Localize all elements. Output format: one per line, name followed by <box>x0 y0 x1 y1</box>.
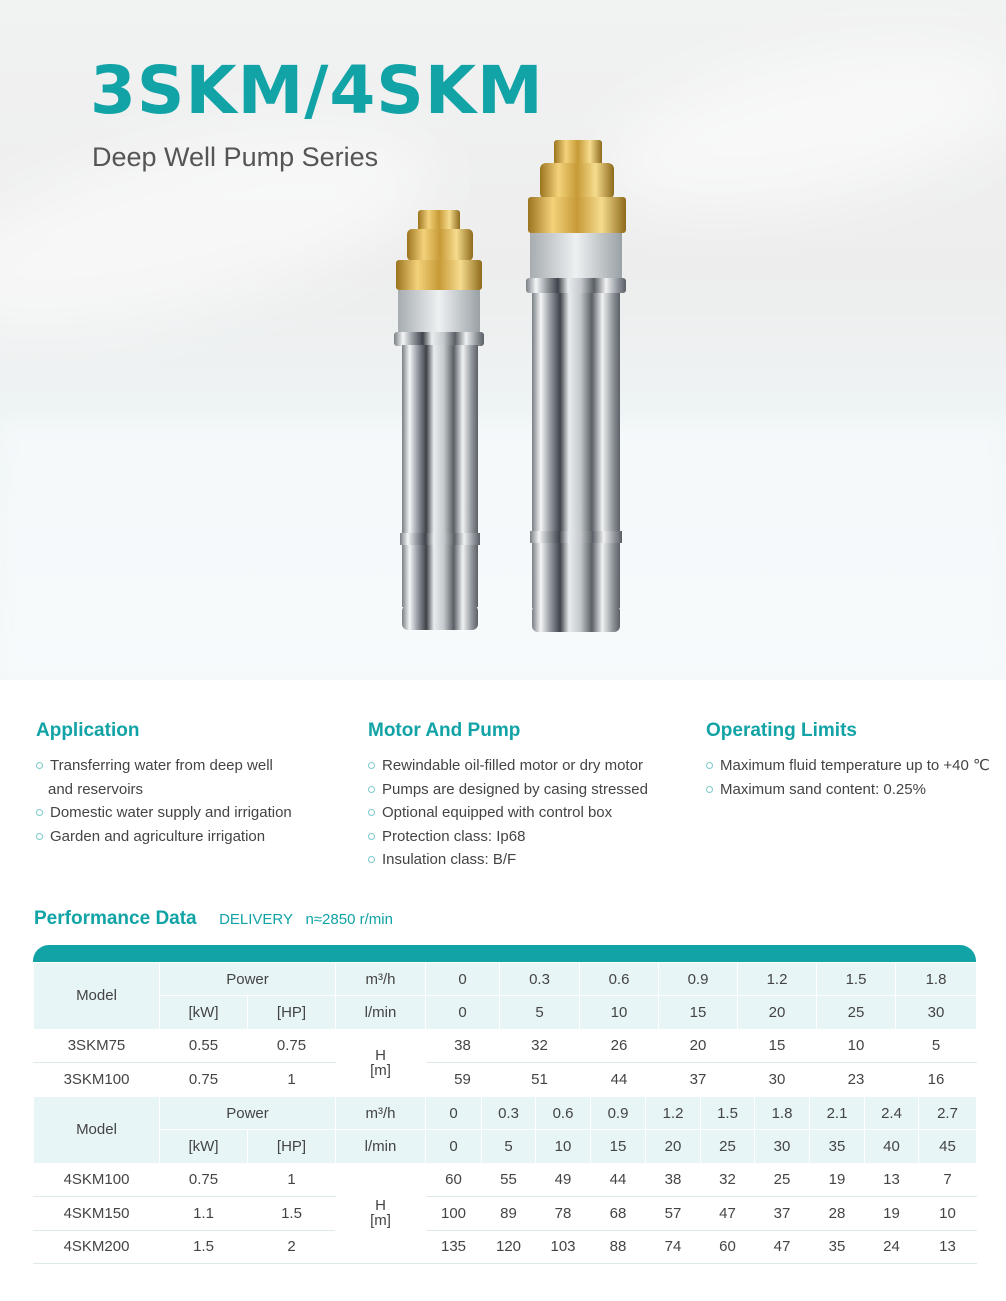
head-cell: 25 <box>755 1163 810 1196</box>
table-header-bar <box>33 945 976 963</box>
model-cell: 3SKM75 <box>34 1029 160 1062</box>
kw-cell: 0.75 <box>160 1163 248 1196</box>
flow-m3h-cell: 0 <box>426 1097 482 1130</box>
flow-m3h-cell: 0.3 <box>500 963 580 996</box>
table-row <box>34 1230 977 1263</box>
head-cell: 37 <box>755 1197 810 1230</box>
pump-4skm <box>526 140 626 632</box>
head-cell: 55 <box>482 1163 536 1196</box>
hp-cell: 1.5 <box>248 1197 336 1230</box>
flow-m3h-cell: 1.8 <box>755 1097 810 1130</box>
head-cell: 88 <box>591 1230 646 1263</box>
flow-m3h-cell: 1.8 <box>896 963 977 996</box>
delivery-label: DELIVERY <box>219 911 294 928</box>
flow-lmin-cell: 0 <box>426 996 500 1029</box>
table-row <box>34 1063 977 1096</box>
operating-limits-section <box>706 720 990 801</box>
head-cell: 7 <box>919 1163 977 1196</box>
hp-cell: 0.75 <box>248 1029 336 1062</box>
flow-m3h-cell: 1.5 <box>817 963 896 996</box>
head-label-unit: [m] <box>370 1212 391 1230</box>
head-cell: 44 <box>591 1163 646 1196</box>
flow-m3h-cell: 0.9 <box>591 1097 646 1130</box>
head-cell: 38 <box>426 1029 500 1062</box>
hp-cell: 1 <box>248 1063 336 1096</box>
head-cell: 47 <box>701 1197 755 1230</box>
operating-limits-title: Operating Limits <box>706 720 857 741</box>
head-cell: 13 <box>919 1230 977 1263</box>
kw-header: [kW] <box>160 996 248 1029</box>
flow-lmin-cell: 30 <box>896 996 977 1029</box>
head-cell: 60 <box>426 1163 482 1196</box>
application-item: and reservoirs <box>48 780 144 798</box>
flow-lmin-cell: 40 <box>865 1130 919 1163</box>
flow-m3h-cell: 0.6 <box>580 963 659 996</box>
head-cell: 78 <box>536 1197 591 1230</box>
flow-m3h-cell: 0.3 <box>482 1097 536 1130</box>
head-cell: 68 <box>591 1197 646 1230</box>
motor-pump-item: Insulation class: B/F <box>368 848 648 872</box>
flow-lmin-cell: 0 <box>426 1130 482 1163</box>
application-title: Application <box>36 720 140 741</box>
flow-lmin-cell: 15 <box>591 1130 646 1163</box>
flow-m3h-cell: 0 <box>426 963 500 996</box>
operating-limits-item: Maximum fluid temperature up to +40 ℃ <box>706 754 990 778</box>
kw-cell: 1.5 <box>160 1230 248 1263</box>
flow-lmin-cell: 10 <box>536 1130 591 1163</box>
head-label-h: H <box>375 1046 386 1064</box>
table-row <box>34 1197 977 1230</box>
flow-m3h-cell: 0.9 <box>659 963 738 996</box>
model-cell: 4SKM200 <box>34 1230 160 1263</box>
head-cell: 13 <box>865 1163 919 1196</box>
motor-pump-item: Pumps are designed by casing stressed <box>368 778 648 802</box>
performance-table-4skm <box>33 1096 977 1264</box>
flow-lmin-cell: 20 <box>646 1130 701 1163</box>
motor-pump-item: Optional equipped with control box <box>368 801 648 825</box>
head-cell: 10 <box>817 1029 896 1062</box>
flow-m3h-cell: 1.5 <box>701 1097 755 1130</box>
flow-m3h-cell: 1.2 <box>646 1097 701 1130</box>
flow-lmin-cell: 5 <box>482 1130 536 1163</box>
flow-lmin-label: l/min <box>336 1130 426 1163</box>
flow-m3h-cell: 2.4 <box>865 1097 919 1130</box>
flow-lmin-cell: 35 <box>810 1130 865 1163</box>
head-cell: 10 <box>919 1197 977 1230</box>
hp-header: [HP] <box>248 996 336 1029</box>
head-label <box>336 1163 426 1263</box>
model-header: Model <box>34 1097 160 1164</box>
flow-lmin-cell: 25 <box>817 996 896 1029</box>
head-cell: 32 <box>701 1163 755 1196</box>
flow-lmin-cell: 20 <box>738 996 817 1029</box>
application-section <box>36 720 292 848</box>
head-cell: 20 <box>659 1029 738 1062</box>
flow-m3h-label: m³/h <box>336 1097 426 1130</box>
head-cell: 89 <box>482 1197 536 1230</box>
kw-cell: 0.55 <box>160 1029 248 1062</box>
performance-table-3skm <box>33 962 977 1097</box>
flow-lmin-cell: 30 <box>755 1130 810 1163</box>
head-cell: 5 <box>896 1029 977 1062</box>
head-cell: 135 <box>426 1230 482 1263</box>
flow-lmin-cell: 10 <box>580 996 659 1029</box>
head-cell: 120 <box>482 1230 536 1263</box>
motor-pump-item: Protection class: Ip68 <box>368 825 648 849</box>
flow-lmin-cell: 45 <box>919 1130 977 1163</box>
head-cell: 49 <box>536 1163 591 1196</box>
head-cell: 19 <box>865 1197 919 1230</box>
application-item: Garden and agriculture irrigation <box>36 825 292 849</box>
head-cell: 19 <box>810 1163 865 1196</box>
head-cell: 103 <box>536 1230 591 1263</box>
head-label <box>336 1029 426 1096</box>
head-cell: 35 <box>810 1230 865 1263</box>
flow-lmin-label: l/min <box>336 996 426 1029</box>
model-cell: 4SKM150 <box>34 1197 160 1230</box>
hp-cell: 2 <box>248 1230 336 1263</box>
power-header: Power <box>160 1097 336 1130</box>
motor-pump-item: Rewindable oil-filled motor or dry motor <box>368 754 648 778</box>
flow-lmin-cell: 25 <box>701 1130 755 1163</box>
motor-pump-title: Motor And Pump <box>368 720 521 741</box>
application-item: Domestic water supply and irrigation <box>36 801 292 825</box>
flow-m3h-cell: 1.2 <box>738 963 817 996</box>
head-cell: 30 <box>738 1063 817 1096</box>
table-row <box>34 1029 977 1062</box>
brand-title: 3SKM/4SKM <box>90 52 544 129</box>
performance-title: Performance Data <box>34 908 197 929</box>
pump-3skm <box>394 210 484 630</box>
head-cell: 32 <box>500 1029 580 1062</box>
head-label-h: H <box>375 1197 386 1215</box>
pump-product-image <box>370 135 630 640</box>
model-header: Model <box>34 963 160 1030</box>
head-cell: 26 <box>580 1029 659 1062</box>
performance-heading <box>34 908 393 930</box>
flow-lmin-cell: 15 <box>659 996 738 1029</box>
kw-header: [kW] <box>160 1130 248 1163</box>
head-cell: 37 <box>659 1063 738 1096</box>
head-cell: 47 <box>755 1230 810 1263</box>
head-cell: 51 <box>500 1063 580 1096</box>
head-cell: 59 <box>426 1063 500 1096</box>
kw-cell: 1.1 <box>160 1197 248 1230</box>
table-row <box>34 1163 977 1196</box>
head-cell: 60 <box>701 1230 755 1263</box>
kw-cell: 0.75 <box>160 1063 248 1096</box>
flow-m3h-cell: 0.6 <box>536 1097 591 1130</box>
hp-header: [HP] <box>248 1130 336 1163</box>
head-cell: 23 <box>817 1063 896 1096</box>
head-cell: 38 <box>646 1163 701 1196</box>
motor-pump-section <box>368 720 648 872</box>
head-label-unit: [m] <box>370 1061 391 1079</box>
head-cell: 57 <box>646 1197 701 1230</box>
flow-lmin-cell: 5 <box>500 996 580 1029</box>
model-cell: 3SKM100 <box>34 1063 160 1096</box>
speed-label: n≈2850 r/min <box>305 911 393 928</box>
head-cell: 15 <box>738 1029 817 1062</box>
model-cell: 4SKM100 <box>34 1163 160 1196</box>
series-subtitle: Deep Well Pump Series <box>92 142 379 172</box>
head-cell: 16 <box>896 1063 977 1096</box>
head-cell: 28 <box>810 1197 865 1230</box>
flow-m3h-cell: 2.7 <box>919 1097 977 1130</box>
head-cell: 44 <box>580 1063 659 1096</box>
hp-cell: 1 <box>248 1163 336 1196</box>
flow-m3h-cell: 2.1 <box>810 1097 865 1130</box>
flow-m3h-label: m³/h <box>336 963 426 996</box>
operating-limits-item: Maximum sand content: 0.25% <box>706 778 990 802</box>
application-item: Transferring water from deep well <box>36 754 292 778</box>
head-cell: 74 <box>646 1230 701 1263</box>
power-header: Power <box>160 963 336 996</box>
head-cell: 24 <box>865 1230 919 1263</box>
head-cell: 100 <box>426 1197 482 1230</box>
